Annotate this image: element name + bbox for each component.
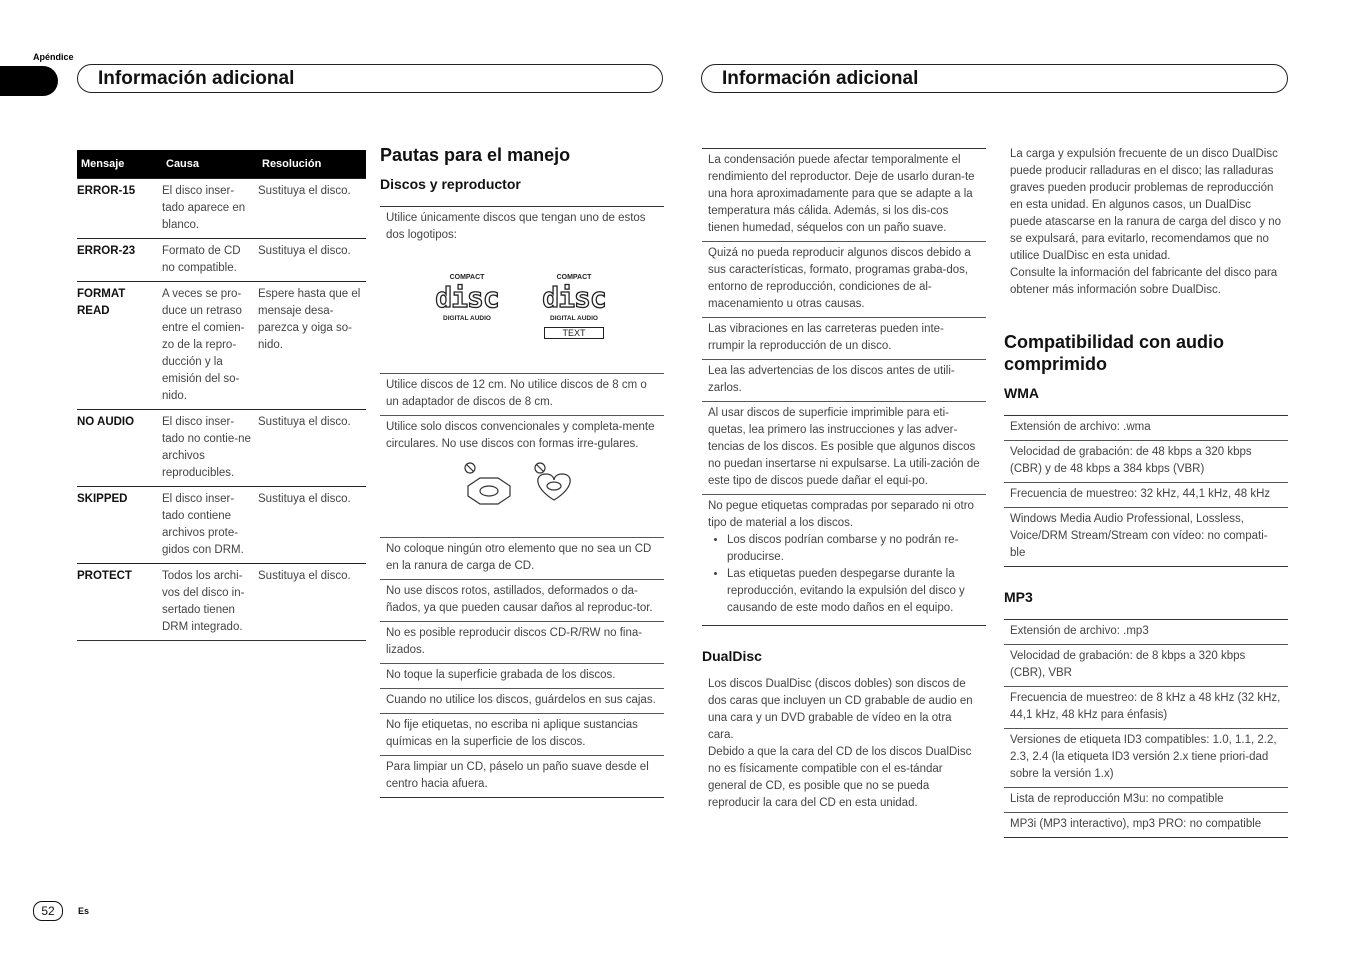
dualdisc-title: DualDisc (702, 648, 762, 664)
table-row (77, 179, 366, 239)
cause-cell: Todos los archi-vos del disco in-sertado tienen DRM integrado. (162, 564, 258, 641)
table-row (77, 410, 366, 487)
logo-big-text: disc (435, 281, 499, 314)
mp3-item: Versiones de etiqueta ID3 compatibles: 1.0, 1.1, 2.2, 2.3, 2.4 (la etiqueta ID3 versión 2.x tiene priori-dad sobre la versión 1.x) (1004, 728, 1288, 787)
wma-title: WMA (1004, 385, 1039, 401)
left-header-title: Información adicional (98, 68, 295, 89)
logo-top-text: COMPACT (556, 274, 592, 281)
message-cell: SKIPPED (77, 487, 162, 564)
resolution-cell: Sustituya el disco. (258, 564, 366, 641)
handling-item: No fije etiquetas, no escriba ni aplique sustancias químicas en la superficie de los discos. (380, 713, 664, 755)
column-header: Causa (162, 150, 258, 179)
irregular-discs-icon (462, 460, 592, 508)
handling-item: No coloque ningún otro elemento que no sea un CD en la ranura de carga de CD. (380, 537, 664, 579)
disc-item: La condensación puede afectar temporalmente el rendimiento del reproductor. Deje de usarlo duran-te una hora aproximadamente para que se adapte a la temperatura más cálida. Además, si los dis-cos tienen humedad, séquelos con un paño suave. (702, 148, 986, 241)
disc-item: Las vibraciones en las carreteras pueden inte-rrumpir la reproducción de un disco. (702, 317, 986, 359)
handling-item (380, 415, 664, 537)
dualdisc-paragraph: La carga y expulsión frecuente de un disco DualDisc puede producir ralladuras en el disco; las ralladuras graves pueden producir problemas de reproducción en esta unidad. En algunos casos, un DualDisc puede atascarse en la ranura de carga del disco y no se expulsará, para evitarlo, recomendamos que no utilice DualDisc en esta unidad. (1010, 148, 1282, 262)
table-row (77, 282, 366, 410)
language-code: Es (78, 906, 90, 916)
right-header (701, 64, 1288, 93)
message-cell: PROTECT (77, 564, 162, 641)
logo-top-text: COMPACT (449, 274, 485, 281)
section-label: Apéndice (33, 52, 74, 62)
mp3-item: Velocidad de grabación: de 8 kbps a 320 kbps (CBR), VBR (1004, 644, 1288, 686)
handling-column (380, 144, 664, 798)
handling-item: Para limpiar un CD, páselo un paño suave desde el centro hacia afuera. (380, 755, 664, 798)
discs-column-continued (702, 148, 986, 812)
message-cell: ERROR-23 (77, 239, 162, 282)
handling-item: No toque la superficie grabada de los discos. (380, 663, 664, 688)
message-cell: NO AUDIO (77, 410, 162, 487)
logo-bottom-text: DIGITAL AUDIO (550, 315, 598, 322)
wma-item: Windows Media Audio Professional, Lossless, Voice/DRM Stream/Stream con vídeo: no compati-ble (1004, 507, 1288, 567)
logo-bottom-text: DIGITAL AUDIO (443, 315, 491, 322)
resolution-cell: Espere hasta que el mensaje desa-parezca y oiga so-nido. (258, 282, 366, 410)
error-message-table (77, 150, 366, 641)
cause-cell: El disco inser-tado no contie-ne archivos reproducibles. (162, 410, 258, 487)
handling-title: Pautas para el manejo (380, 145, 571, 165)
section-tab (0, 66, 58, 96)
disc-item: Quizá no pueda reproducir algunos discos debido a sus características, formato, programas graba-dos, entorno de reproducción, condiciones de al-macenamiento u otras causas. (702, 241, 986, 317)
column-header: Mensaje (77, 150, 162, 179)
table-row (77, 487, 366, 564)
compact-disc-logo (433, 269, 501, 327)
dualdisc-paragraph: Consulte la información del fabricante del disco para obtener más información sobre DualDisc. (1010, 267, 1278, 296)
resolution-cell: Sustituya el disco. (258, 239, 366, 282)
wma-item: Frecuencia de muestreo: 32 kHz, 44,1 kHz, 48 kHz (1004, 482, 1288, 507)
table-row (77, 239, 366, 282)
logo-big-text: disc (542, 281, 606, 314)
mp3-item: Frecuencia de muestreo: de 8 kHz a 48 kHz (32 kHz, 44,1 kHz, 48 kHz para énfasis) (1004, 686, 1288, 728)
message-cell: FORMAT READ (77, 282, 162, 410)
resolution-cell: Sustituya el disco. (258, 487, 366, 564)
cause-cell: Formato de CD no compatible. (162, 239, 258, 282)
compat-column (1004, 146, 1288, 838)
handling-item-text: Utilice solo discos convencionales y completa-mente circulares. No use discos con formas irre-gulares. (386, 421, 655, 450)
logo-requirement-text: Utilice únicamente discos que tengan uno de estos dos logotipos: (386, 212, 646, 241)
disc-item: Al usar discos de superficie imprimible para eti-quetas, lea primero las instrucciones y las adver-tencias de los discos. Es posible que algunos discos no puedan insertarse ni expulsarse. La utili-zación de este tipo de discos puede dañar el equi-po. (702, 401, 986, 494)
bullet-item: • Las etiquetas pueden despegarse durante la reproducción, evitando la expulsión del disco y causando de este modo daños en el equipo. (727, 566, 980, 617)
label-warning-bullets (708, 532, 980, 617)
handling-item: Cuando no utilice los discos, guárdelos en sus cajas. (380, 688, 664, 713)
cause-cell: El disco inser-tado aparece en blanco. (162, 179, 258, 239)
right-header-title: Información adicional (722, 68, 919, 89)
column-header: Resolución (258, 150, 366, 179)
handling-item: No es posible reproducir discos CD-R/RW no fina-lizados. (380, 621, 664, 663)
compact-disc-text-logo (540, 269, 608, 339)
wma-item: Extensión de archivo: .wma (1004, 415, 1288, 440)
resolution-cell: Sustituya el disco. (258, 410, 366, 487)
dualdisc-paragraph: Debido a que la cara del CD de los discos DualDisc no es físicamente compatible con el es-tándar general de CD, es posible que no se pueda reproducir la cara del CD en esta unidad. (708, 746, 972, 809)
dualdisc-text (702, 676, 986, 812)
handling-item: No use discos rotos, astillados, deformados o da-ñados, ya que pueden causar daños al reproduc-tor. (380, 579, 664, 621)
disc-item: Lea las advertencias de los discos antes de utili-zarlos. (702, 359, 986, 401)
logo-extra-text: TEXT (544, 327, 604, 339)
label-warning-item (702, 494, 986, 626)
label-warning-text: No pegue etiquetas compradas por separado ni otro tipo de material a los discos. (708, 500, 974, 529)
dualdisc-continued (1004, 146, 1288, 299)
mp3-item: MP3i (MP3 interactivo), mp3 PRO: no compatible (1004, 812, 1288, 838)
table-row (77, 564, 366, 641)
error-table-container (77, 150, 366, 641)
left-header (77, 64, 663, 93)
mp3-item: Lista de reproducción M3u: no compatible (1004, 787, 1288, 812)
resolution-cell: Sustituya el disco. (258, 179, 366, 239)
handling-item: Utilice discos de 12 cm. No utilice discos de 8 cm o un adaptador de discos de 8 cm. (380, 373, 664, 415)
mp3-item: Extensión de archivo: .mp3 (1004, 619, 1288, 644)
discs-subtitle: Discos y reproductor (380, 176, 521, 192)
compat-title: Compatibilidad con audio comprimido (1004, 332, 1224, 374)
table-header-row (77, 150, 366, 179)
mp3-title: MP3 (1004, 589, 1033, 605)
logo-requirement-item (380, 206, 664, 373)
wma-item: Velocidad de grabación: de 48 kbps a 320 kbps (CBR) y de 48 kbps a 384 kbps (VBR) (1004, 440, 1288, 482)
page-number: 52 (33, 901, 63, 921)
dualdisc-paragraph: Los discos DualDisc (discos dobles) son discos de dos caras que incluyen un CD grabable de audio en una cara y un DVD grabable de vídeo en la otra cara. (708, 678, 973, 741)
cause-cell: El disco inser-tado contiene archivos prote-gidos con DRM. (162, 487, 258, 564)
message-cell: ERROR-15 (77, 179, 162, 239)
cause-cell: A veces se pro-duce un retraso entre el comien-zo de la repro-ducción y la emisión del so-nido. (162, 282, 258, 410)
bullet-item: • Los discos podrían combarse y no podrán re-producirse. (727, 532, 980, 566)
